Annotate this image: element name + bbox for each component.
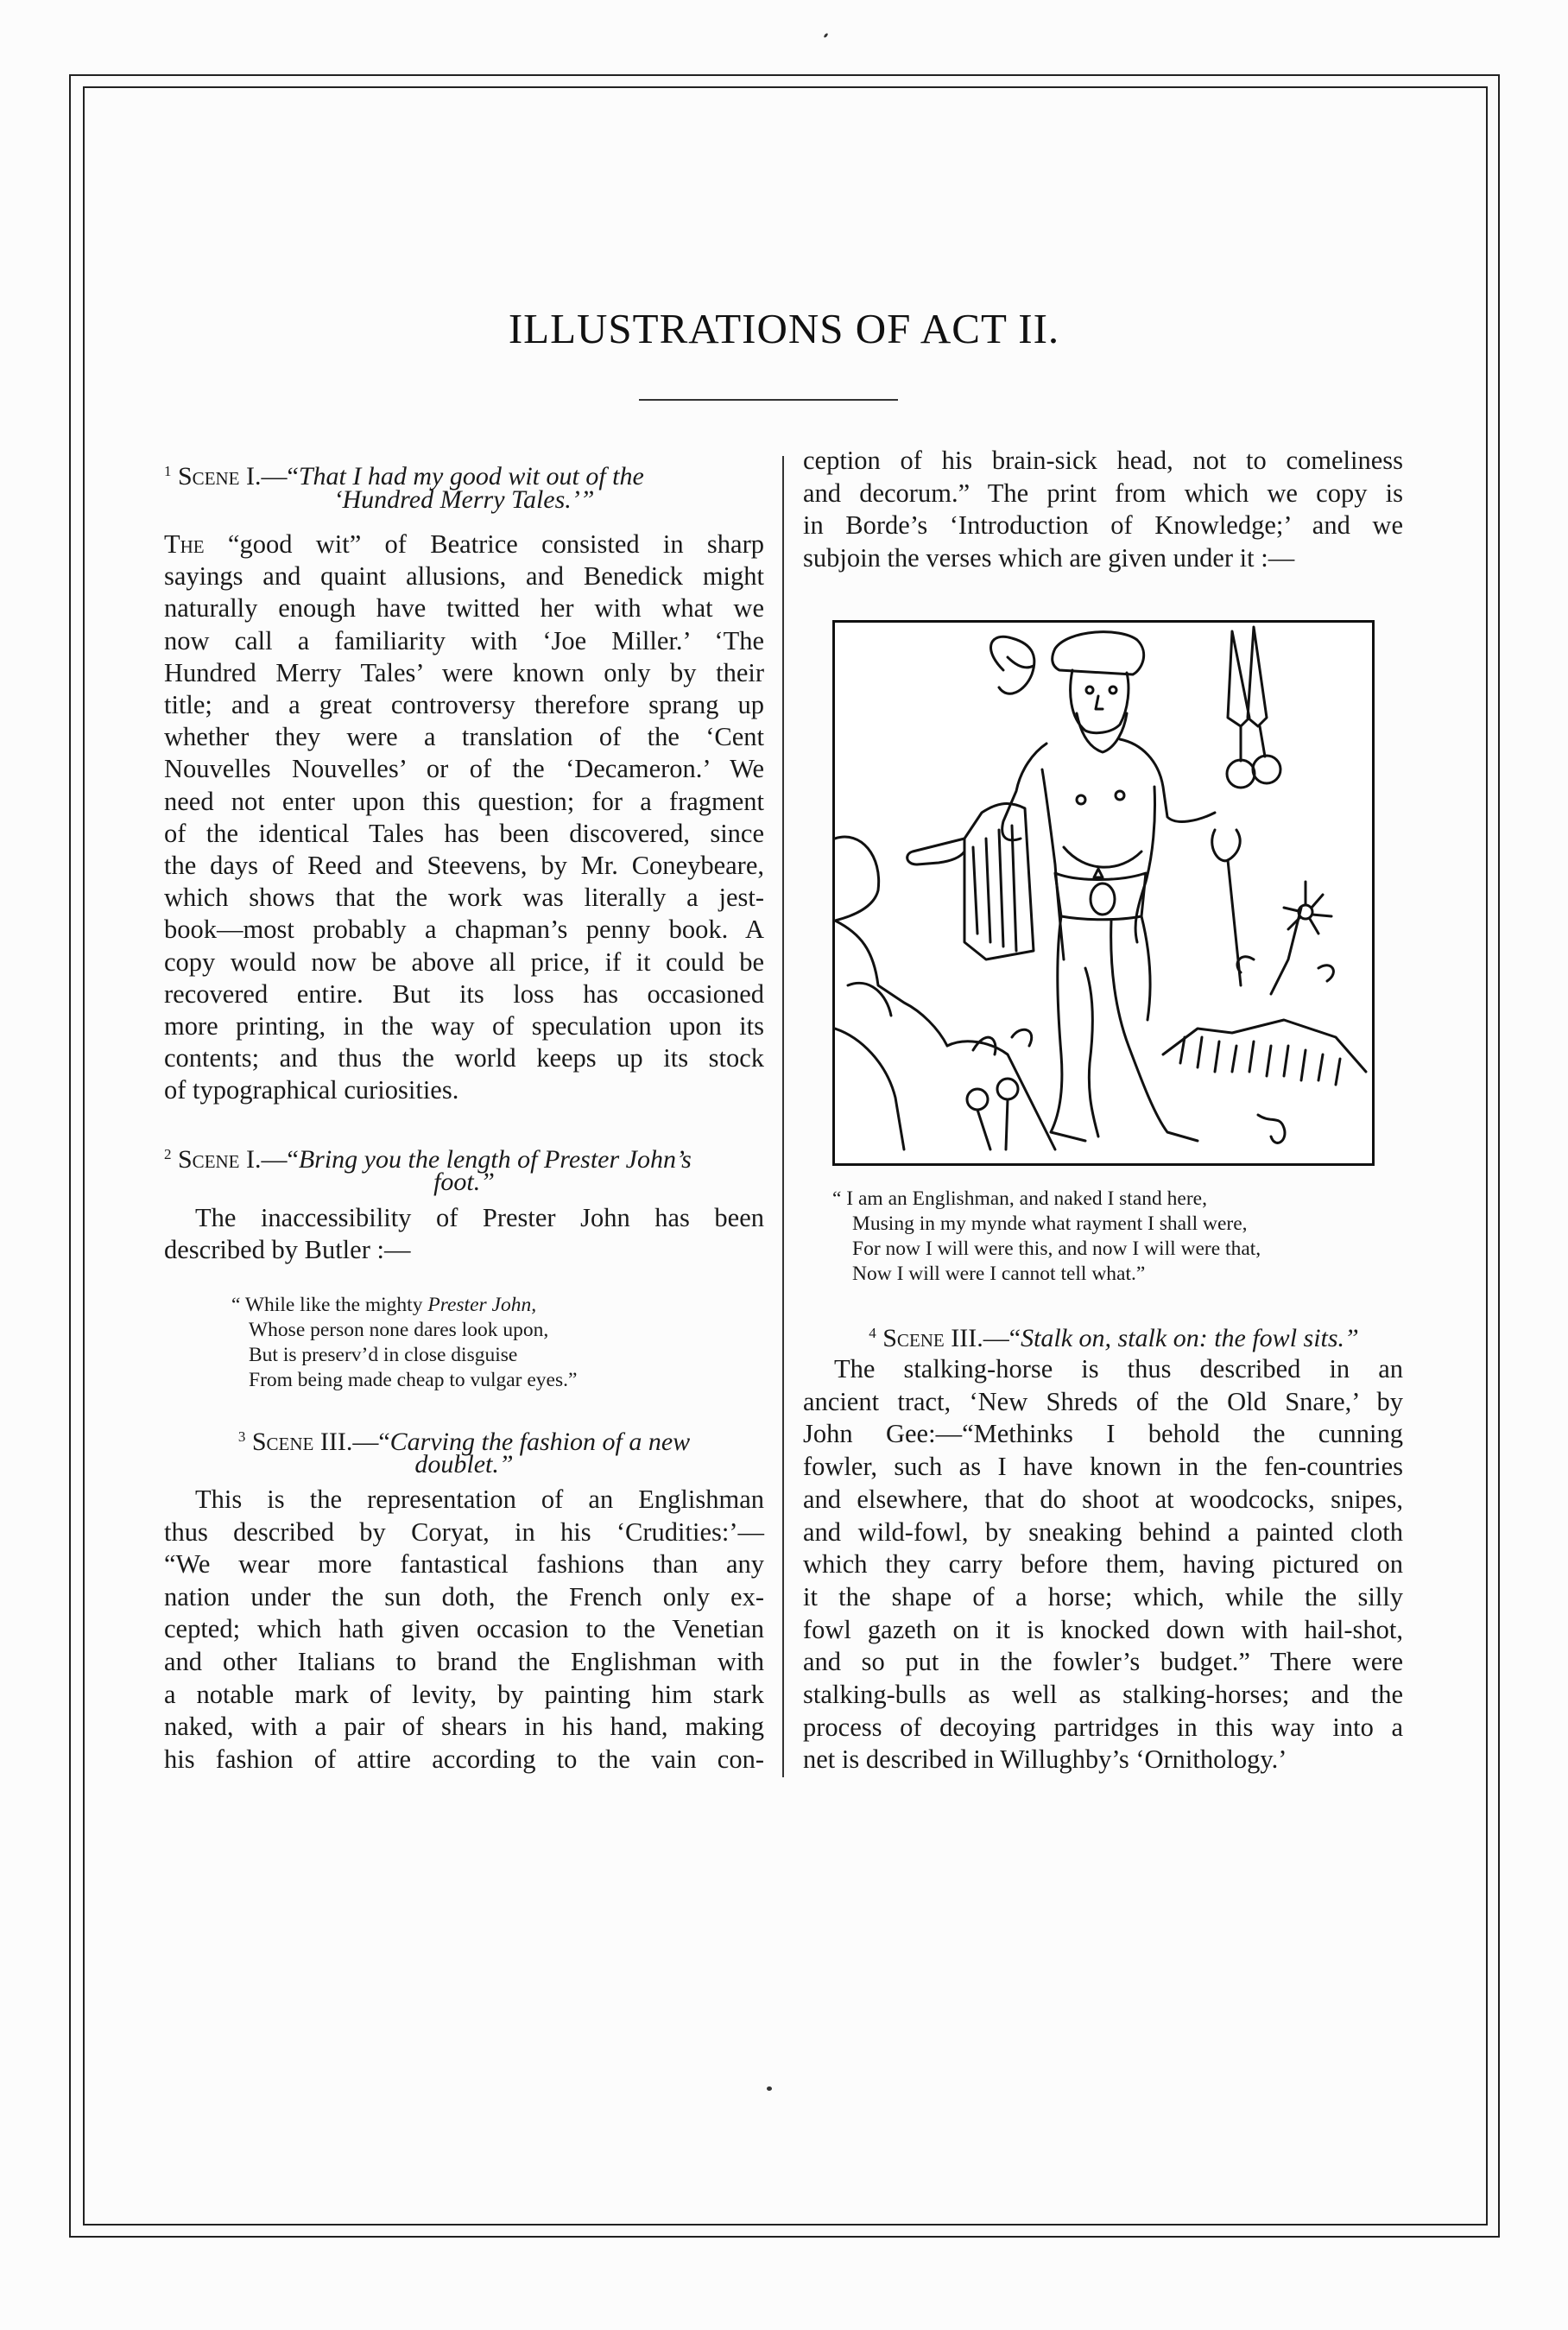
- scene-quote: That I had my good wit out of the: [298, 462, 644, 491]
- text-line: naked, with a pair of shears in his hand, making: [164, 1712, 764, 1742]
- note-2-heading: $^2$ Scene I.—“Bring you the length of Prester John’s: [164, 1145, 692, 1174]
- footnote-number: 3: [237, 1428, 246, 1445]
- verse-line: For now I will were this, and now I will were that,: [852, 1238, 1261, 1260]
- text-line: contents; and thus the world keeps up its stock: [164, 1043, 764, 1073]
- verse-line: Whose person none dares look upon,: [249, 1319, 549, 1341]
- text-line: The “good wit” of Beatrice consisted in sharp: [164, 529, 765, 559]
- text-line: in Borde’s ‘Introduction of Knowledge;’ and we: [803, 510, 1403, 540]
- note-1-heading-cont: ‘Hundred Merry Tales.’”: [333, 485, 595, 514]
- text-line: John Gee:—“Methinks I behold the cunning: [803, 1419, 1403, 1449]
- scene-quote: Bring you the length of Prester John’s: [298, 1145, 692, 1174]
- text-line: The stalking-horse is thus described in an: [834, 1354, 1403, 1383]
- verse-line: But is preserv’d in close disguise: [249, 1344, 518, 1366]
- text-line: and elsewhere, that do shoot at woodcocks, snipes,: [803, 1484, 1403, 1514]
- text-line: This is the representation of an Englishman: [195, 1485, 764, 1514]
- text-line: more printing, in the way of speculation upon its: [164, 1011, 764, 1041]
- text-line: subjoin the verses which are given under it :—: [803, 542, 1295, 573]
- text-line: his fashion of attire according to the vain con-: [164, 1744, 764, 1774]
- text-line: the days of Reed and Steevens, by Mr. Coneybeare,: [164, 851, 764, 880]
- text-line: The inaccessibility of Prester John has been: [195, 1203, 764, 1232]
- scene-quote: Stalk on, stalk on: the fowl sits.”: [1021, 1324, 1359, 1352]
- text-line: net is described in Willughby’s ‘Ornithology.’: [803, 1744, 1287, 1775]
- text-line: and wild-fowl, by sneaking behind a painted cloth: [803, 1516, 1403, 1547]
- verse-line: Musing in my mynde what rayment I shall were,: [852, 1212, 1248, 1235]
- note-3-heading: $^3$ Scene III.—“Carving the fashion of a new: [237, 1428, 691, 1456]
- text-line: sayings and quaint allusions, and Benedick might: [164, 561, 764, 592]
- note-2-heading-cont: foot.”: [433, 1168, 495, 1196]
- text-line: “We wear more fantastical fashions than any: [164, 1549, 764, 1580]
- text-line: recovered entire. But its loss has occasioned: [164, 978, 764, 1009]
- footnote-number: 2: [164, 1146, 172, 1162]
- text-line: whether they were a translation of the ‘Cent: [164, 722, 764, 752]
- text-line: and so put in the fowler’s budget.” There were: [803, 1647, 1403, 1677]
- text-line: title; and a great controversy therefore sprang up: [164, 690, 764, 719]
- text-line: nation under the sun doth, the French only ex-: [164, 1581, 764, 1611]
- title-rule: [639, 399, 898, 401]
- text-line: of typographical curiosities.: [164, 1075, 459, 1105]
- verse-line: “ While like the mighty Prester John,: [231, 1294, 537, 1316]
- text-line: described by Butler :—: [164, 1235, 411, 1264]
- text-line: process of decoying partridges in this way into a: [803, 1712, 1403, 1742]
- text-line: and other Italians to brand the Englishman with: [164, 1647, 764, 1676]
- englishman-woodcut-illustration: [835, 623, 1372, 1163]
- text-line: cepted; which hath given occasion to the Venetian: [164, 1614, 764, 1644]
- woodcut-figure: [832, 620, 1375, 1166]
- text-line: copy would now be above all price, if it could be: [164, 947, 764, 977]
- scene-label: Scene III.: [251, 1428, 353, 1456]
- text-line: a notable mark of levity, by painting him stark: [164, 1679, 764, 1709]
- print-speck: [767, 2086, 772, 2091]
- footnote-number: 1: [164, 463, 172, 479]
- column-divider: [782, 456, 784, 1777]
- text-line: book—most probably a chapman’s penny book. A: [164, 915, 764, 945]
- text-line: Hundred Merry Tales’ were known only by their: [164, 657, 764, 687]
- verse-line: Now I will were I cannot tell what.”: [852, 1263, 1146, 1285]
- text-line: which shows that the work was literally a jest-: [164, 883, 764, 913]
- verse-line: “ I am an Englishman, and naked I stand here,: [832, 1187, 1207, 1210]
- text-line: fowler, such as I have known in the fen-countries: [803, 1452, 1403, 1482]
- text-line: Nouvelles Nouvelles’ or of the ‘Decameron.’ We: [164, 754, 764, 784]
- text-line: and decorum.” The print from which we copy is: [803, 478, 1403, 508]
- page-title: ILLUSTRATIONS OF ACT II.: [508, 305, 1060, 352]
- scene-label: Scene I.: [178, 462, 262, 491]
- text-line: ception of his brain-sick head, not to comeliness: [803, 446, 1403, 475]
- scene-label: Scene I.: [178, 1145, 262, 1174]
- text-line: stalking-bulls as well as stalking-horses; and the: [803, 1680, 1403, 1709]
- footnote-number: 4: [869, 1325, 876, 1341]
- lead-word: The: [164, 529, 228, 559]
- note-1-heading: $^1$ Scene I.—“That I had my good wit out of the: [164, 462, 644, 491]
- text-line: need not enter upon this question; for a fragment: [164, 786, 764, 816]
- scene-label: Scene III.: [882, 1324, 983, 1352]
- text-line: of the identical Tales has been discovered, since: [164, 818, 764, 848]
- text-line: thus described by Coryat, in his ‘Crudities:’—: [164, 1516, 764, 1547]
- text-line: now call a familiarity with ‘Joe Miller.’ ‘The: [164, 625, 764, 655]
- scene-quote: Carving the fashion of a new: [389, 1428, 691, 1456]
- verse-line: From being made cheap to vulgar eyes.”: [249, 1369, 578, 1391]
- text-line: fowl gazeth on it is knocked down with hail-shot,: [803, 1614, 1403, 1644]
- text-line: naturally enough have twitted her with what we: [164, 593, 764, 624]
- note-3-heading-cont: doublet.”: [414, 1450, 514, 1478]
- text-line: it the shape of a horse; which, while the silly: [803, 1581, 1403, 1611]
- note-4-heading: $^4$ Scene III.—“Stalk on, stalk on: the fowl sits.”: [869, 1324, 1359, 1352]
- text-line: which they carry before them, having pictured on: [803, 1549, 1403, 1580]
- print-speck: [823, 33, 828, 39]
- text-line: ancient tract, ‘New Shreds of the Old Snare,’ by: [803, 1386, 1403, 1416]
